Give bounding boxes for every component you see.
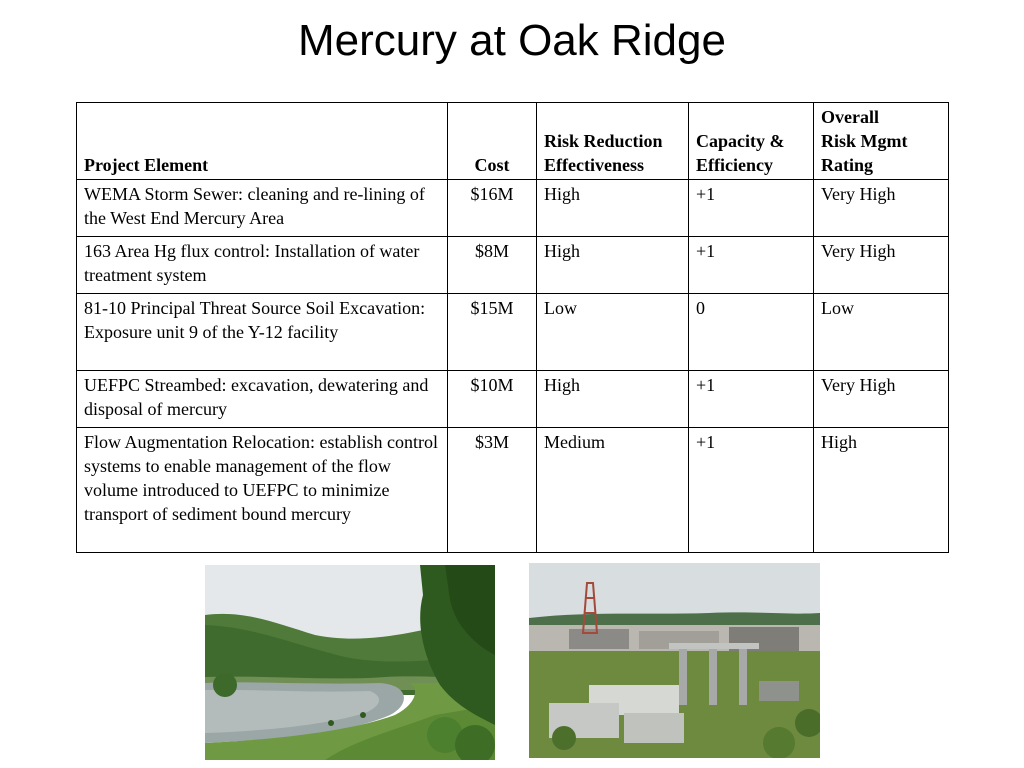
cell-risk: Low [537, 294, 689, 371]
header-project-element: Project Element [77, 103, 448, 180]
header-capacity: Capacity & Efficiency [689, 103, 814, 180]
river-landscape-photo [205, 565, 495, 760]
cell-capacity: +1 [689, 428, 814, 553]
cell-cost: $8M [448, 237, 537, 294]
table-row [77, 371, 949, 428]
cell-cost: $3M [448, 428, 537, 553]
cell-cost: $16M [448, 180, 537, 237]
industrial-facility-image [529, 563, 820, 758]
table-row [77, 428, 949, 553]
project-table [76, 102, 949, 553]
cell-risk: Medium [537, 428, 689, 553]
cell-element: 163 Area Hg flux control: Installation of water treatment system [77, 237, 448, 294]
cell-cost: $15M [448, 294, 537, 371]
cell-rating: Very High [814, 237, 949, 294]
cell-capacity: +1 [689, 237, 814, 294]
cell-element: Flow Augmentation Relocation: establish control systems to enable management of the flow volume introduced to UEFPC to minimize transport of sediment bound mercury [77, 428, 448, 553]
cell-rating: Very High [814, 371, 949, 428]
table-header-row [77, 103, 949, 180]
cell-element: 81-10 Principal Threat Source Soil Excavation: Exposure unit 9 of the Y-12 facility [77, 294, 448, 371]
cell-element: WEMA Storm Sewer: cleaning and re-lining of the West End Mercury Area [77, 180, 448, 237]
header-rating: Overall Risk Mgmt Rating [814, 103, 949, 180]
river-landscape-image [205, 565, 495, 760]
table-row [77, 180, 949, 237]
table-row [77, 294, 949, 371]
table-row [77, 237, 949, 294]
industrial-facility-photo [529, 563, 820, 758]
cell-rating: High [814, 428, 949, 553]
header-risk-reduction: Risk Reduction Effectiveness [537, 103, 689, 180]
cell-element: UEFPC Streambed: excavation, dewatering and disposal of mercury [77, 371, 448, 428]
cell-capacity: 0 [689, 294, 814, 371]
header-cost: Cost [448, 103, 537, 180]
cell-risk: High [537, 371, 689, 428]
cell-rating: Very High [814, 180, 949, 237]
cell-risk: High [537, 237, 689, 294]
cell-capacity: +1 [689, 180, 814, 237]
cell-risk: High [537, 180, 689, 237]
slide-title: Mercury at Oak Ridge [298, 16, 726, 65]
cell-capacity: +1 [689, 371, 814, 428]
cell-cost: $10M [448, 371, 537, 428]
cell-rating: Low [814, 294, 949, 371]
